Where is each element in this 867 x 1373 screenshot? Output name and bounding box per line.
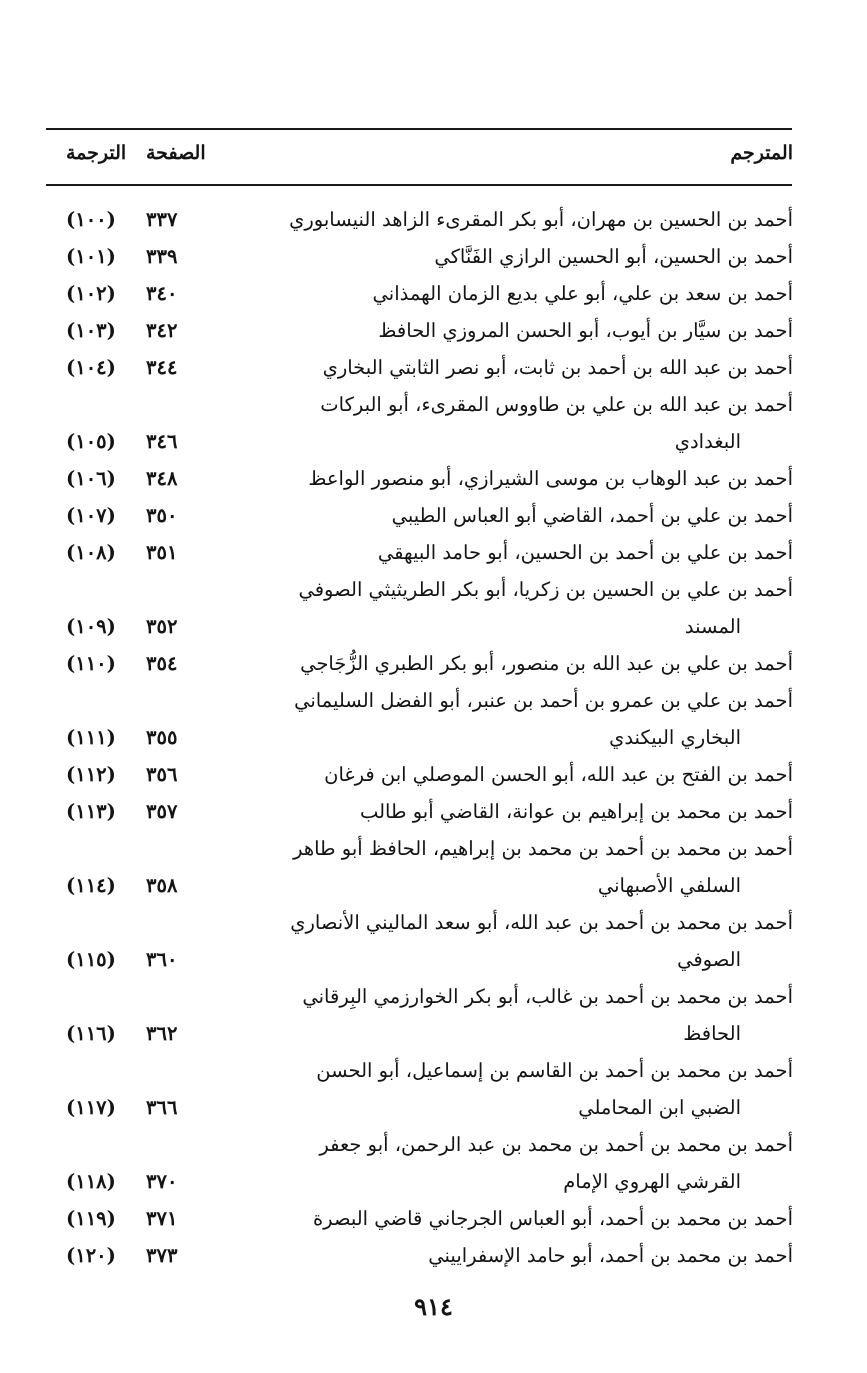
entry-name-line: البخاري البيكندي	[609, 726, 741, 749]
entry-number: (١١٤)	[66, 874, 116, 897]
entry-name-line: أحمد بن الحسين، أبو الحسين الرازي الفَنَّاكي	[434, 245, 793, 268]
entry-number: (١٠٩)	[66, 615, 116, 638]
entry-number: (١٠٣)	[66, 319, 116, 342]
entry-page-number: ٣٤٦	[146, 430, 178, 453]
entry-name-line: أحمد بن علي بن أحمد، القاضي أبو العباس الطيبي	[391, 504, 793, 527]
entry-name-line: أحمد بن الفتح بن عبد الله، أبو الحسن الموصلي ابن فرغان	[324, 763, 793, 786]
entry-name-line: المسند	[684, 615, 741, 638]
entry-name-line: الضبي ابن المحاملي	[578, 1096, 741, 1119]
entry-page-number: ٣٥٠	[146, 504, 178, 527]
entry-name-line: أحمد بن محمد بن أحمد بن غالب، أبو بكر الخوارزمي البِرقاني	[302, 985, 793, 1008]
entry-page-number: ٣٤٢	[146, 319, 178, 342]
entry-page-number: ٣٥٤	[146, 652, 178, 675]
entry-name-line: أحمد بن محمد بن أحمد، أبو حامد الإسفراييني	[428, 1244, 793, 1267]
entry-name-line: أحمد بن محمد بن أحمد بن محمد بن إبراهيم، الحافظ أبو طاهر	[293, 837, 793, 860]
entry-number: (١٠٨)	[66, 541, 116, 564]
entry-page-number: ٣٥٨	[146, 874, 178, 897]
entry-number: (١٠١)	[66, 245, 116, 268]
entry-page-number: ٣٧١	[146, 1207, 178, 1230]
header-page: الصفحة	[146, 142, 206, 164]
entry-page-number: ٣٦٦	[146, 1096, 178, 1119]
entry-page-number: ٣٥٢	[146, 615, 178, 638]
entry-name-line: أحمد بن عبد الوهاب بن موسى الشيرازي، أبو منصور الواعظ	[308, 467, 793, 490]
entry-name-line: أحمد بن علي بن عبد الله بن منصور، أبو بكر الطبري الزُّجَاجي	[300, 652, 793, 675]
entry-page-number: ٣٤٨	[146, 467, 178, 490]
entry-name-line: أحمد بن عبد الله بن أحمد بن ثابت، أبو نصر الثابتي البخاري	[322, 356, 793, 379]
entry-number: (١١٨)	[66, 1170, 116, 1193]
entry-number: (١٠٦)	[66, 467, 116, 490]
header-rule	[46, 184, 792, 186]
entry-name-line: أحمد بن علي بن عمرو بن أحمد بن عنبر، أبو الفضل السليماني	[294, 689, 793, 712]
entry-page-number: ٣٦٠	[146, 948, 178, 971]
entry-number: (١١٩)	[66, 1207, 116, 1230]
entry-name-line: أحمد بن محمد بن أحمد بن عبد الله، أبو سعد الماليني الأنصاري	[290, 911, 793, 934]
top-rule	[46, 128, 792, 130]
entry-name-line: أحمد بن سيَّار بن أيوب، أبو الحسن المروزي الحافظ	[378, 319, 793, 342]
entry-name-line: أحمد بن علي بن الحسين بن زكريا، أبو بكر الطريثيثي الصوفي	[298, 578, 793, 601]
entry-name-line: أحمد بن محمد بن أحمد، أبو العباس الجرجاني قاضي البصرة	[312, 1207, 793, 1230]
entry-name-line: البغدادي	[674, 430, 741, 453]
entry-name-line: أحمد بن الحسين بن مهران، أبو بكر المقرىء الزاهد النيسابوري	[289, 208, 793, 231]
entry-number: (١٠٧)	[66, 504, 116, 527]
entry-page-number: ٣٥٥	[146, 726, 178, 749]
entry-number: (١١٢)	[66, 763, 116, 786]
entry-page-number: ٣٥٧	[146, 800, 178, 823]
entry-number: (١١٥)	[66, 948, 116, 971]
entry-number: (١٢٠)	[66, 1244, 116, 1267]
entry-number: (١٠٢)	[66, 282, 116, 305]
entry-page-number: ٣٤٤	[146, 356, 178, 379]
entry-page-number: ٣٤٠	[146, 282, 178, 305]
entry-number: (١٠٠)	[66, 208, 116, 231]
entry-page-number: ٣٣٧	[146, 208, 178, 231]
header-person: المترجم	[730, 142, 793, 164]
entry-number: (١٠٥)	[66, 430, 116, 453]
entry-page-number: ٣٥٦	[146, 763, 178, 786]
entry-number: (١١٧)	[66, 1096, 116, 1119]
entry-number: (١١٠)	[66, 652, 116, 675]
entry-number: (١١٣)	[66, 800, 116, 823]
entry-page-number: ٣٦٢	[146, 1022, 178, 1045]
entry-name-line: القرشي الهروي الإمام	[563, 1170, 741, 1193]
entry-page-number: ٣٧٠	[146, 1170, 178, 1193]
entry-page-number: ٣٣٩	[146, 245, 178, 268]
entry-name-line: أحمد بن محمد بن أحمد بن محمد بن عبد الرحمن، أبو جعفر	[319, 1133, 793, 1156]
entry-name-line: أحمد بن عبد الله بن علي بن طاووس المقرىء، أبو البركات	[320, 393, 793, 416]
entry-name-line: أحمد بن محمد بن أحمد بن القاسم بن إسماعيل، أبو الحسن	[316, 1059, 793, 1082]
entry-page-number: ٣٧٣	[146, 1244, 178, 1267]
entry-page-number: ٣٥١	[146, 541, 178, 564]
entry-name-line: أحمد بن سعد بن علي، أبو علي بديع الزمان الهمذاني	[372, 282, 793, 305]
entry-name-line: الصوفي	[677, 948, 741, 971]
entry-name-line: الحافظ	[683, 1022, 741, 1045]
header-entry: الترجمة	[66, 142, 127, 164]
page-number: ٩١٤	[414, 1292, 453, 1321]
entry-name-line: السلفي الأصبهاني	[597, 874, 741, 897]
entry-name-line: أحمد بن محمد بن إبراهيم بن عوانة، القاضي أبو طالب	[359, 800, 793, 823]
entry-number: (١١١)	[66, 726, 116, 749]
entry-number: (١١٦)	[66, 1022, 116, 1045]
entry-name-line: أحمد بن علي بن أحمد بن الحسين، أبو حامد البيهقي	[377, 541, 793, 564]
entry-number: (١٠٤)	[66, 356, 116, 379]
